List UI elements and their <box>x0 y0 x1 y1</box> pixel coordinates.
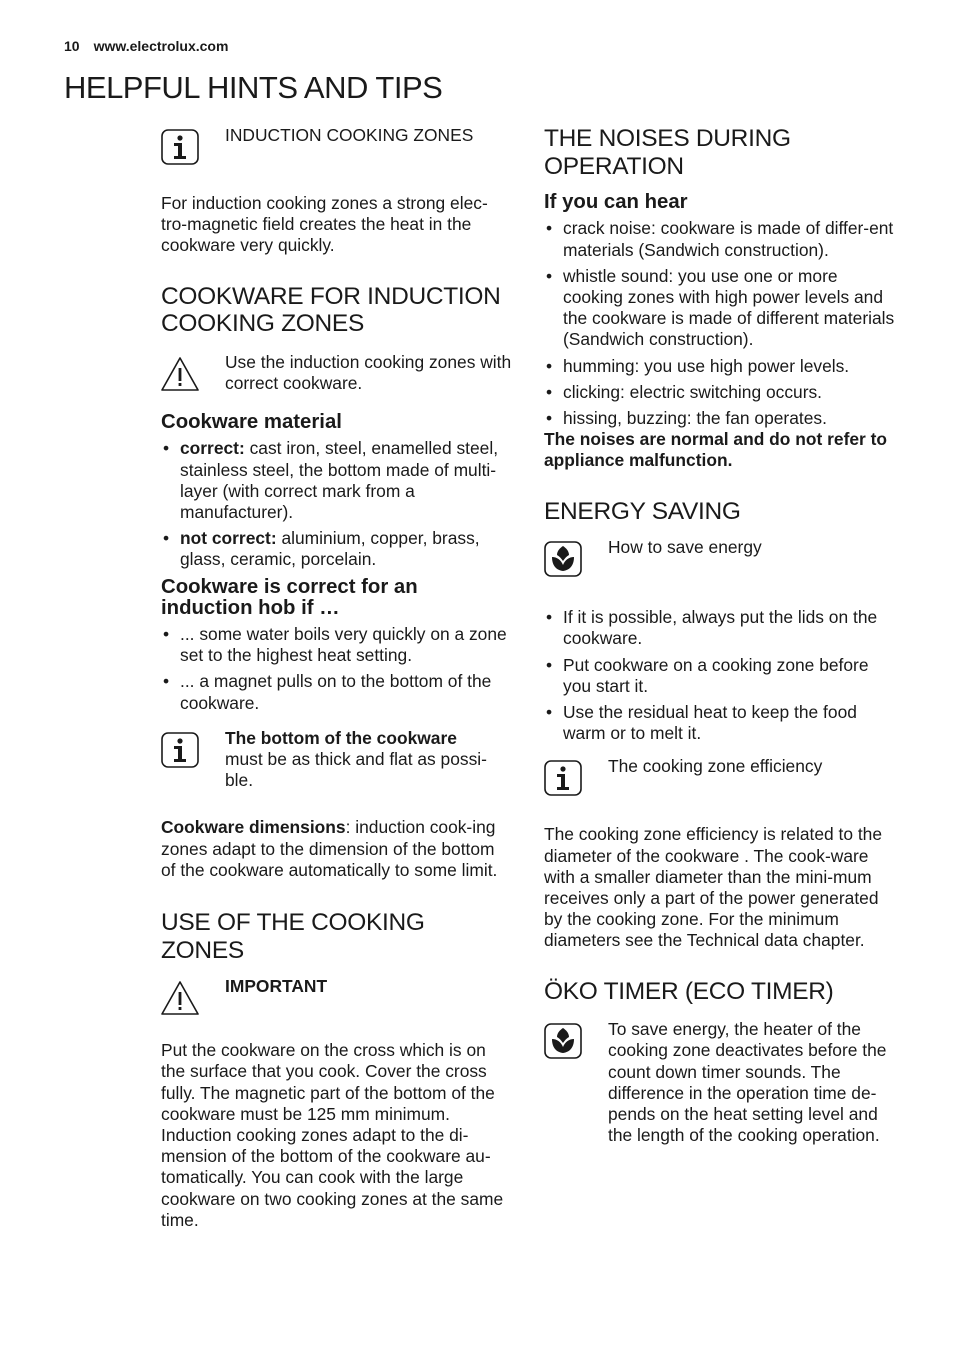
list-item: • humming: you use high power levels. <box>544 356 896 377</box>
warning-note-cookware <box>161 352 513 394</box>
subheading-material: Cookware material <box>161 411 342 434</box>
page-title: HELPFUL HINTS AND TIPS <box>64 70 443 105</box>
efficiency-paragraph: The cooking zone efficiency is related to the diameter of the cookware . The cook-ware with a smaller diameter than the mini-mum receives only a part of the power generated by the cooking zone. For the minimum diameters see the Technical data chapter. <box>544 824 883 951</box>
info-note-text: must be as thick and flat as possi-ble. <box>225 749 487 791</box>
info-note-induction <box>161 125 513 167</box>
list-item: • crack noise: cookware is made of differ-ent materials (Sandwich construction). <box>544 218 896 260</box>
subheading-correct: Cookware is correct for an induction hob if … <box>161 575 418 619</box>
section-heading-noises: THE NOISES DURING OPERATION <box>544 125 791 180</box>
intro-paragraph: For induction cooking zones a strong elec-tro-magnetic field creates the heat in the cookware very quickly. <box>161 193 488 256</box>
list-item: • clicking: electric switching occurs. <box>544 382 896 403</box>
warning-note-important <box>161 976 513 1018</box>
list-item: • ... a magnet pulls on to the bottom of the cookware. <box>161 671 513 713</box>
list-item: • Put cookware on a cooking zone before you start it. <box>544 655 896 697</box>
list-item: • not correct: aluminium, copper, brass, glass, ceramic, porcelain. <box>161 528 513 570</box>
right-column <box>544 125 896 1146</box>
eco-leaf-icon <box>544 1023 582 1059</box>
info-note-text: INDUCTION COOKING ZONES <box>225 125 474 145</box>
section-heading-oko-timer: ÖKO TIMER (ECO TIMER) <box>544 977 834 1005</box>
left-column <box>161 125 513 1231</box>
section-heading-energy: ENERGY SAVING <box>544 497 741 525</box>
website-link[interactable]: www.electrolux.com <box>93 38 229 54</box>
use-paragraph: Put the cookware on the cross which is on the surface that you cook. Cover the cross fully. The magnetic part of the bottom of the cookware must be 125 mm minimum. Induction cooking zones adapt to the di-mension of the bottom of the cookware au-tomatically. You can cook with the large cookware on two cooking zones at the same time. <box>161 1040 504 1230</box>
info-icon <box>161 732 199 768</box>
page-number: 10 <box>64 38 80 54</box>
important-label: IMPORTANT <box>225 976 328 997</box>
page-header <box>64 38 228 54</box>
info-note-text: The cooking zone efficiency <box>608 756 823 777</box>
warning-note-text: Use the induction cooking zones with correct cookware. <box>225 351 512 393</box>
list-item: • If it is possible, always put the lids on the cookware. <box>544 607 896 649</box>
info-note-efficiency <box>544 756 896 798</box>
list-item: • correct: cast iron, steel, enamelled steel, stainless steel, the bottom made of multi-layer (with correct mark from a manufacturer). <box>161 438 513 523</box>
info-note-bold: The bottom of the cookware <box>225 727 457 748</box>
section-heading-use: USE OF THE COOKING ZONES <box>161 909 425 964</box>
warning-icon <box>161 980 199 1016</box>
dimensions-paragraph: Cookware dimensions: induction cook-ing zones adapt to the dimension of the bottom of the cookware automatically to some limit. <box>161 817 498 880</box>
list-item: • hissing, buzzing: the fan operates. <box>544 408 896 429</box>
section-heading-cookware: COOKWARE FOR INDUCTION COOKING ZONES <box>161 282 501 338</box>
correct-list <box>161 624 513 714</box>
list-item: • ... some water boils very quickly on a zone set to the highest heat setting. <box>161 624 513 666</box>
energy-list <box>544 607 896 744</box>
noises-note: The noises are normal and do not refer to appliance malfunction. <box>544 429 888 471</box>
noise-list <box>544 218 896 429</box>
material-list <box>161 438 513 570</box>
info-icon <box>544 760 582 796</box>
eco-note-text: To save energy, the heater of the cooking zone deactivates before the count down timer sounds. The difference in the operation time de-pends on the heat setting level and the length of the cooking operation. <box>608 1019 887 1146</box>
list-item: • whistle sound: you use one or more cooking zones with high power levels and the cookware is made of different materials (Sandwich construction). <box>544 266 896 351</box>
list-item: • Use the residual heat to keep the food warm or to melt it. <box>544 702 896 744</box>
info-note-bottom <box>161 728 513 792</box>
eco-leaf-icon <box>544 541 582 577</box>
warning-icon <box>161 356 199 392</box>
eco-note-energy <box>544 537 896 579</box>
info-icon <box>161 129 199 165</box>
subheading-if-you-hear: If you can hear <box>544 191 688 214</box>
eco-note-oko-timer <box>544 1019 896 1146</box>
eco-note-text: How to save energy <box>608 537 762 558</box>
